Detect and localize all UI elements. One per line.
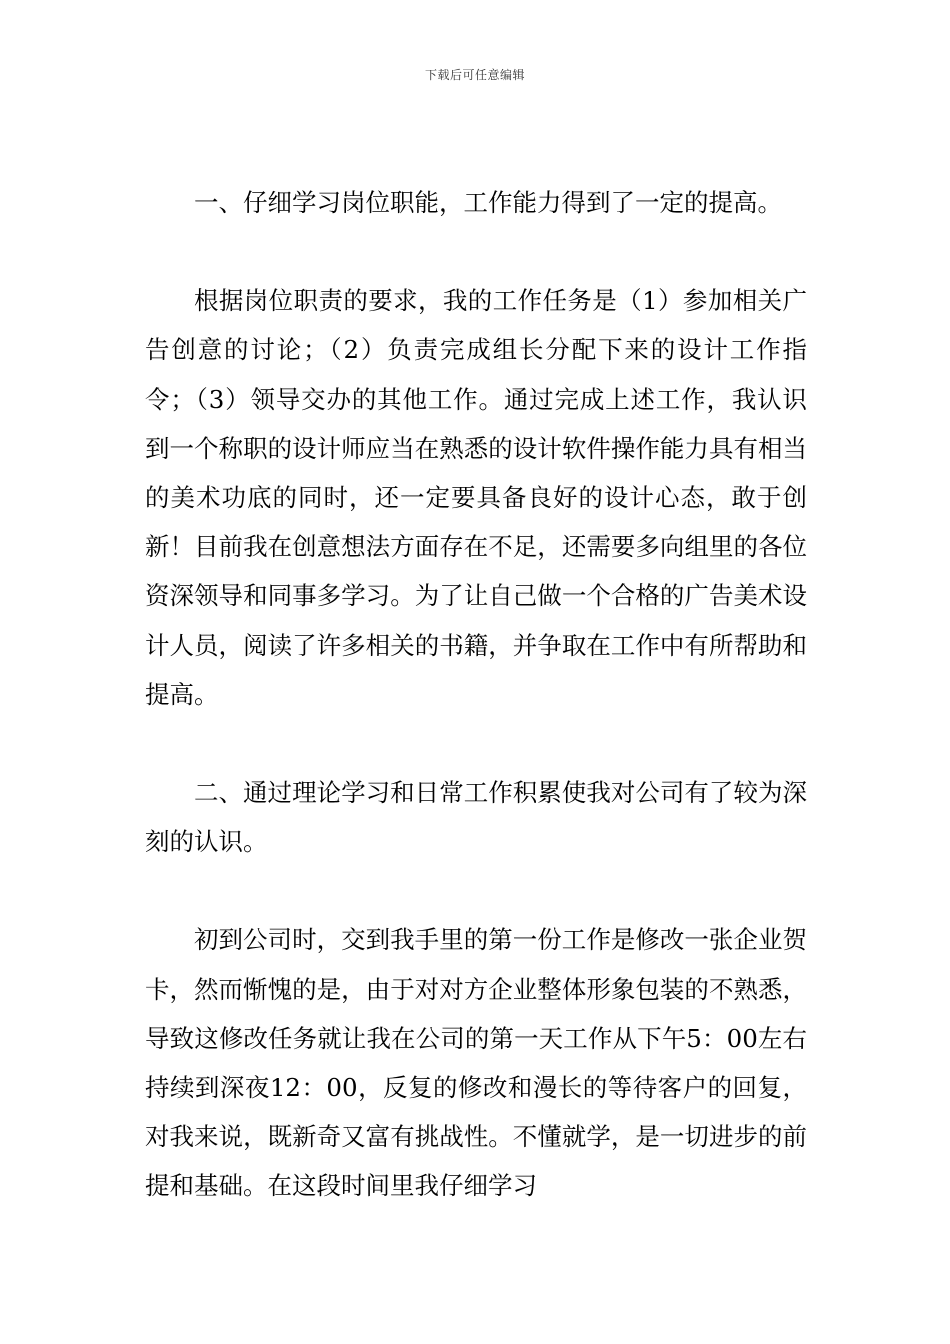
paragraph-gap — [145, 227, 807, 276]
section-heading-1: 一、仔细学习岗位职能，工作能力得到了一定的提高。 — [194, 188, 782, 217]
body-paragraph-1: 根据岗位职责的要求，我的工作任务是（1）参加相关广告创意的讨论；（2）负责完成组长分配下来的设计工作指令；（3）领导交办的其他工作。通过完成上述工作，我认识到一个称职的设计师应当在熟悉的设计软件操作能力具有相当的美术功底的同时，还一定要具备良好的设计心态，敢于创新！目前我在创意想法方面存在不足，还需要多向组里的各位资深领导和同事多学习。为了让自己做一个合格的广告美术设计人员，阅读了许多相关的书籍，并争取在工作中有所帮助和提高。 — [145, 286, 807, 709]
header-note: 下载后可任意编辑 — [424, 68, 525, 82]
body-paragraph-2: 初到公司时，交到我手里的第一份工作是修改一张企业贺卡，然而惭愧的是，由于对对方企业整体形象包装的不熟悉，导致这修改任务就让我在公司的第一天工作从下午5：00左右持续到深夜12：00，反复的修改和漫长的等待客户的回复，对我来说，既新奇又富有挑战性。不懂就学，是一切进步的前提和基础。在这段时间里我仔细学习 — [145, 925, 807, 1201]
section-heading-2: 二、通过理论学习和日常工作积累使我对公司有了较为深刻的认识。 — [145, 778, 807, 857]
paragraph-gap — [145, 866, 807, 915]
document-body — [145, 178, 807, 1211]
paragraph-gap — [145, 719, 807, 768]
